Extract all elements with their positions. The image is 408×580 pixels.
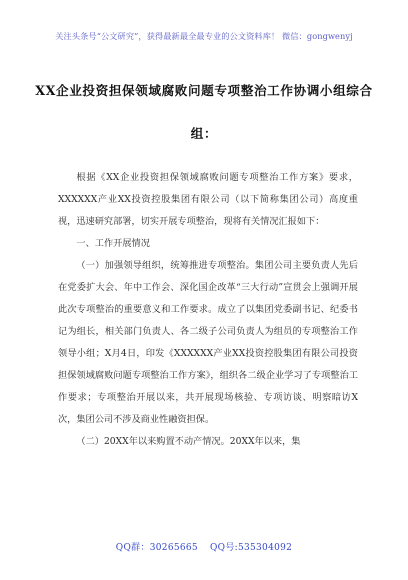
document-body [58, 167, 358, 453]
footer-qq: QQ号:535304092 [209, 543, 293, 553]
item-1-paragraph: （一）加强领导组织，统筹推进专项整治。集团公司主要负责人先后在党委扩大会、年中工作会、深化国企改革“三大行动”宣贯会上强调开展此次专项整治的重要意义和工作要求。成立了以集团党委副书记、纪委书记为组长，相关部门负责人、各二级子公司负责人为组员的专项整治工作领导小组；X月4日，印发《XXXXXX产业XX投资控股集团有限公司投资担保领域腐败问题专项整治工作方案》，组织各二级企业学习了专项整治工作要求；专项整治开展以来，共开展现场核验、专项访谈、明察暗访X次，集团公司不涉及商业性融资担保。 [58, 260, 358, 425]
header-banner: 关注头条号“公文研究”，获得最新最全最专业的公文资料库！ 微信：gongwenyj [55, 31, 353, 41]
intro-paragraph: 根据《XX企业投资担保领域腐败问题专项整治工作方案》要求，XXXXXX产业XX投资控股集团有限公司（以下简称集团公司）高度重视，迅速研究部署，切实开展专项整治，现将有关情况汇报如下： [58, 172, 358, 227]
document-title-line-2: 组： [190, 126, 218, 141]
footer-qq-group: QQ群：30265665 [115, 543, 198, 553]
section-heading: 一、工作开展情况 [76, 238, 150, 249]
item-2-paragraph: （二）20XX年以来购置不动产情况。20XX年以来，集 [76, 436, 301, 447]
footer-contact [0, 540, 408, 553]
document-title-line-1: XX企业投资担保领域腐败问题专项整治工作协调小组综合 [35, 83, 373, 98]
